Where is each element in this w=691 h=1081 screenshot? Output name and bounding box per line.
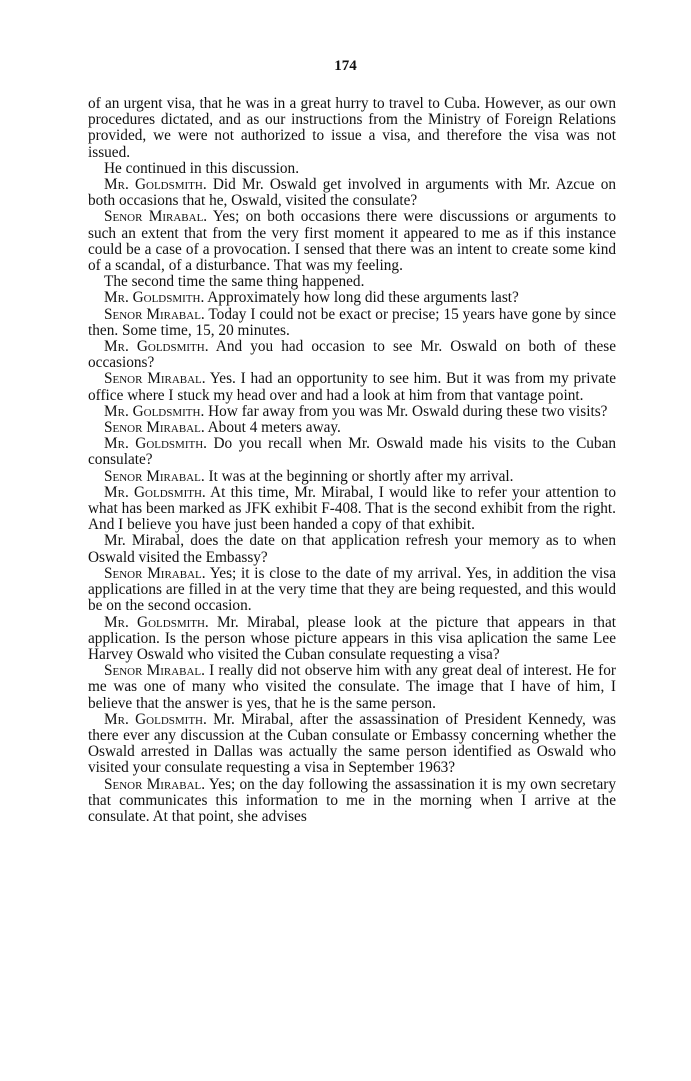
paragraph-text: He continued in this discussion.	[104, 159, 300, 177]
speaker-label: Senor Mirabal.	[104, 370, 206, 388]
paragraph-text: Yes; on the day following the assassination it is my own secretary that communicates this information to me in the morning when I arrive at the consulate. At that point, she advises	[88, 775, 616, 825]
page-number: 174	[334, 58, 357, 74]
paragraph-text: Mr. Mirabal, after the assassination of President Kennedy, was there ever any discussion at the Cuban consulate or Embassy concerning whether the Oswald arrested in Dallas was actually the same person identified as Oswald who visited your consulate requesting a visa in September 1963?	[88, 710, 616, 777]
speaker-label: Mr. Goldsmith.	[104, 435, 207, 453]
paragraph-text: I really did not observe him with any great deal of interest. He for me was one of many who visited the consulate. The image that I have of him, I believe that the answer is yes, that he is the same person.	[88, 662, 616, 712]
transcript-body	[88, 96, 616, 825]
paragraph	[88, 485, 616, 534]
paragraph	[88, 663, 616, 712]
paragraph	[88, 371, 616, 403]
speaker-label: Senor Mirabal.	[104, 564, 206, 582]
paragraph	[88, 777, 616, 826]
paragraph-text: And you had occasion to see Mr. Oswald on both of these occasions?	[88, 338, 616, 372]
paragraph-text: Mr. Mirabal, does the date on that application refresh your memory as to when Oswald visited the Embassy?	[88, 532, 616, 566]
paragraph-text: Mr. Mirabal, please look at the picture that appears in that application. Is the person whose picture appears in this visa aplication the same Lee Harvey Oswald who visited the Cuban consulate requesting a visa?	[88, 613, 616, 663]
speaker-label: Senor Mirabal.	[104, 467, 205, 485]
paragraph	[88, 420, 616, 436]
speaker-label: Mr. Goldsmith.	[104, 613, 209, 631]
paragraph-text: Yes. I had an opportunity to see him. But it was from my private office where I stuck my head over and had a look at him from that vantage point.	[88, 370, 616, 404]
paragraph	[88, 469, 616, 485]
speaker-label: Mr. Goldsmith.	[104, 289, 205, 307]
paragraph-text: Yes; on both occasions there were discussions or arguments to such an extent that from the very first moment it appeared to me as if this instance could be a case of a provocation. I sensed that there was an intent to create some kind of a scandal, of a disturbance. That was my feeling.	[88, 208, 616, 275]
paragraph-text: Today I could not be exact or precise; 15 years have gone by since then. Some time, 15, 20 minutes.	[88, 305, 616, 339]
paragraph-text: Do you recall when Mr. Oswald made his visits to the Cuban consulate?	[88, 435, 617, 469]
paragraph-text: At this time, Mr. Mirabal, I would like to refer your attention to what has been marked as JFK exhibit F-408. That is the second exhibit from the right. And I believe you have just been handed a copy of that exhibit.	[88, 483, 616, 534]
paragraph-text: About 4 meters away.	[204, 419, 341, 437]
paragraph	[88, 96, 616, 161]
speaker-label: Senor Mirabal.	[104, 305, 205, 323]
paragraph	[88, 339, 616, 371]
paragraph	[88, 712, 616, 777]
paragraph-text: Did Mr. Oswald get involved in arguments with Mr. Azcue on both occasions that he, Oswald, visited the consulate?	[88, 176, 616, 210]
speaker-label: Mr. Goldsmith.	[104, 176, 207, 194]
speaker-label: Senor Mirabal.	[104, 419, 205, 437]
speaker-label: Mr. Goldsmith.	[104, 338, 209, 356]
paragraph-text: How far away from you was Mr. Oswald during these two visits?	[204, 402, 608, 420]
paragraph	[88, 566, 616, 615]
speaker-label: Mr. Goldsmith.	[104, 483, 206, 501]
speaker-label: Senor Mirabal.	[104, 662, 205, 680]
paragraph	[88, 274, 616, 290]
speaker-label: Mr. Goldsmith.	[104, 402, 205, 420]
paragraph-text: Yes; it is close to the date of my arrival. Yes, in addition the visa applications are filled in at the very time that they are being requested, and this would be on the second occasion.	[88, 564, 617, 615]
paragraph	[88, 177, 616, 209]
paragraph	[88, 290, 616, 306]
paragraph	[88, 307, 616, 339]
paragraph-text: It was at the beginning or shortly after my arrival.	[204, 467, 514, 485]
paragraph	[88, 615, 616, 664]
paragraph-text: of an urgent visa, that he was in a great hurry to travel to Cuba. However, as our own procedures dictated, and as our instructions from the Ministry of Foreign Relations provided, we were not authorized to issue a visa, and therefore the visa was not issued.	[88, 95, 616, 161]
paragraph-text: Approximately how long did these arguments last?	[204, 289, 519, 307]
speaker-label: Senor Mirabal.	[104, 208, 208, 226]
paragraph	[88, 209, 616, 274]
speaker-label: Mr. Goldsmith.	[104, 710, 207, 728]
paragraph-text: The second time the same thing happened.	[104, 273, 365, 291]
paragraph	[88, 533, 616, 565]
speaker-label: Senor Mirabal.	[104, 775, 206, 793]
paragraph	[88, 436, 616, 468]
paragraph	[88, 161, 616, 177]
paragraph	[88, 404, 616, 420]
